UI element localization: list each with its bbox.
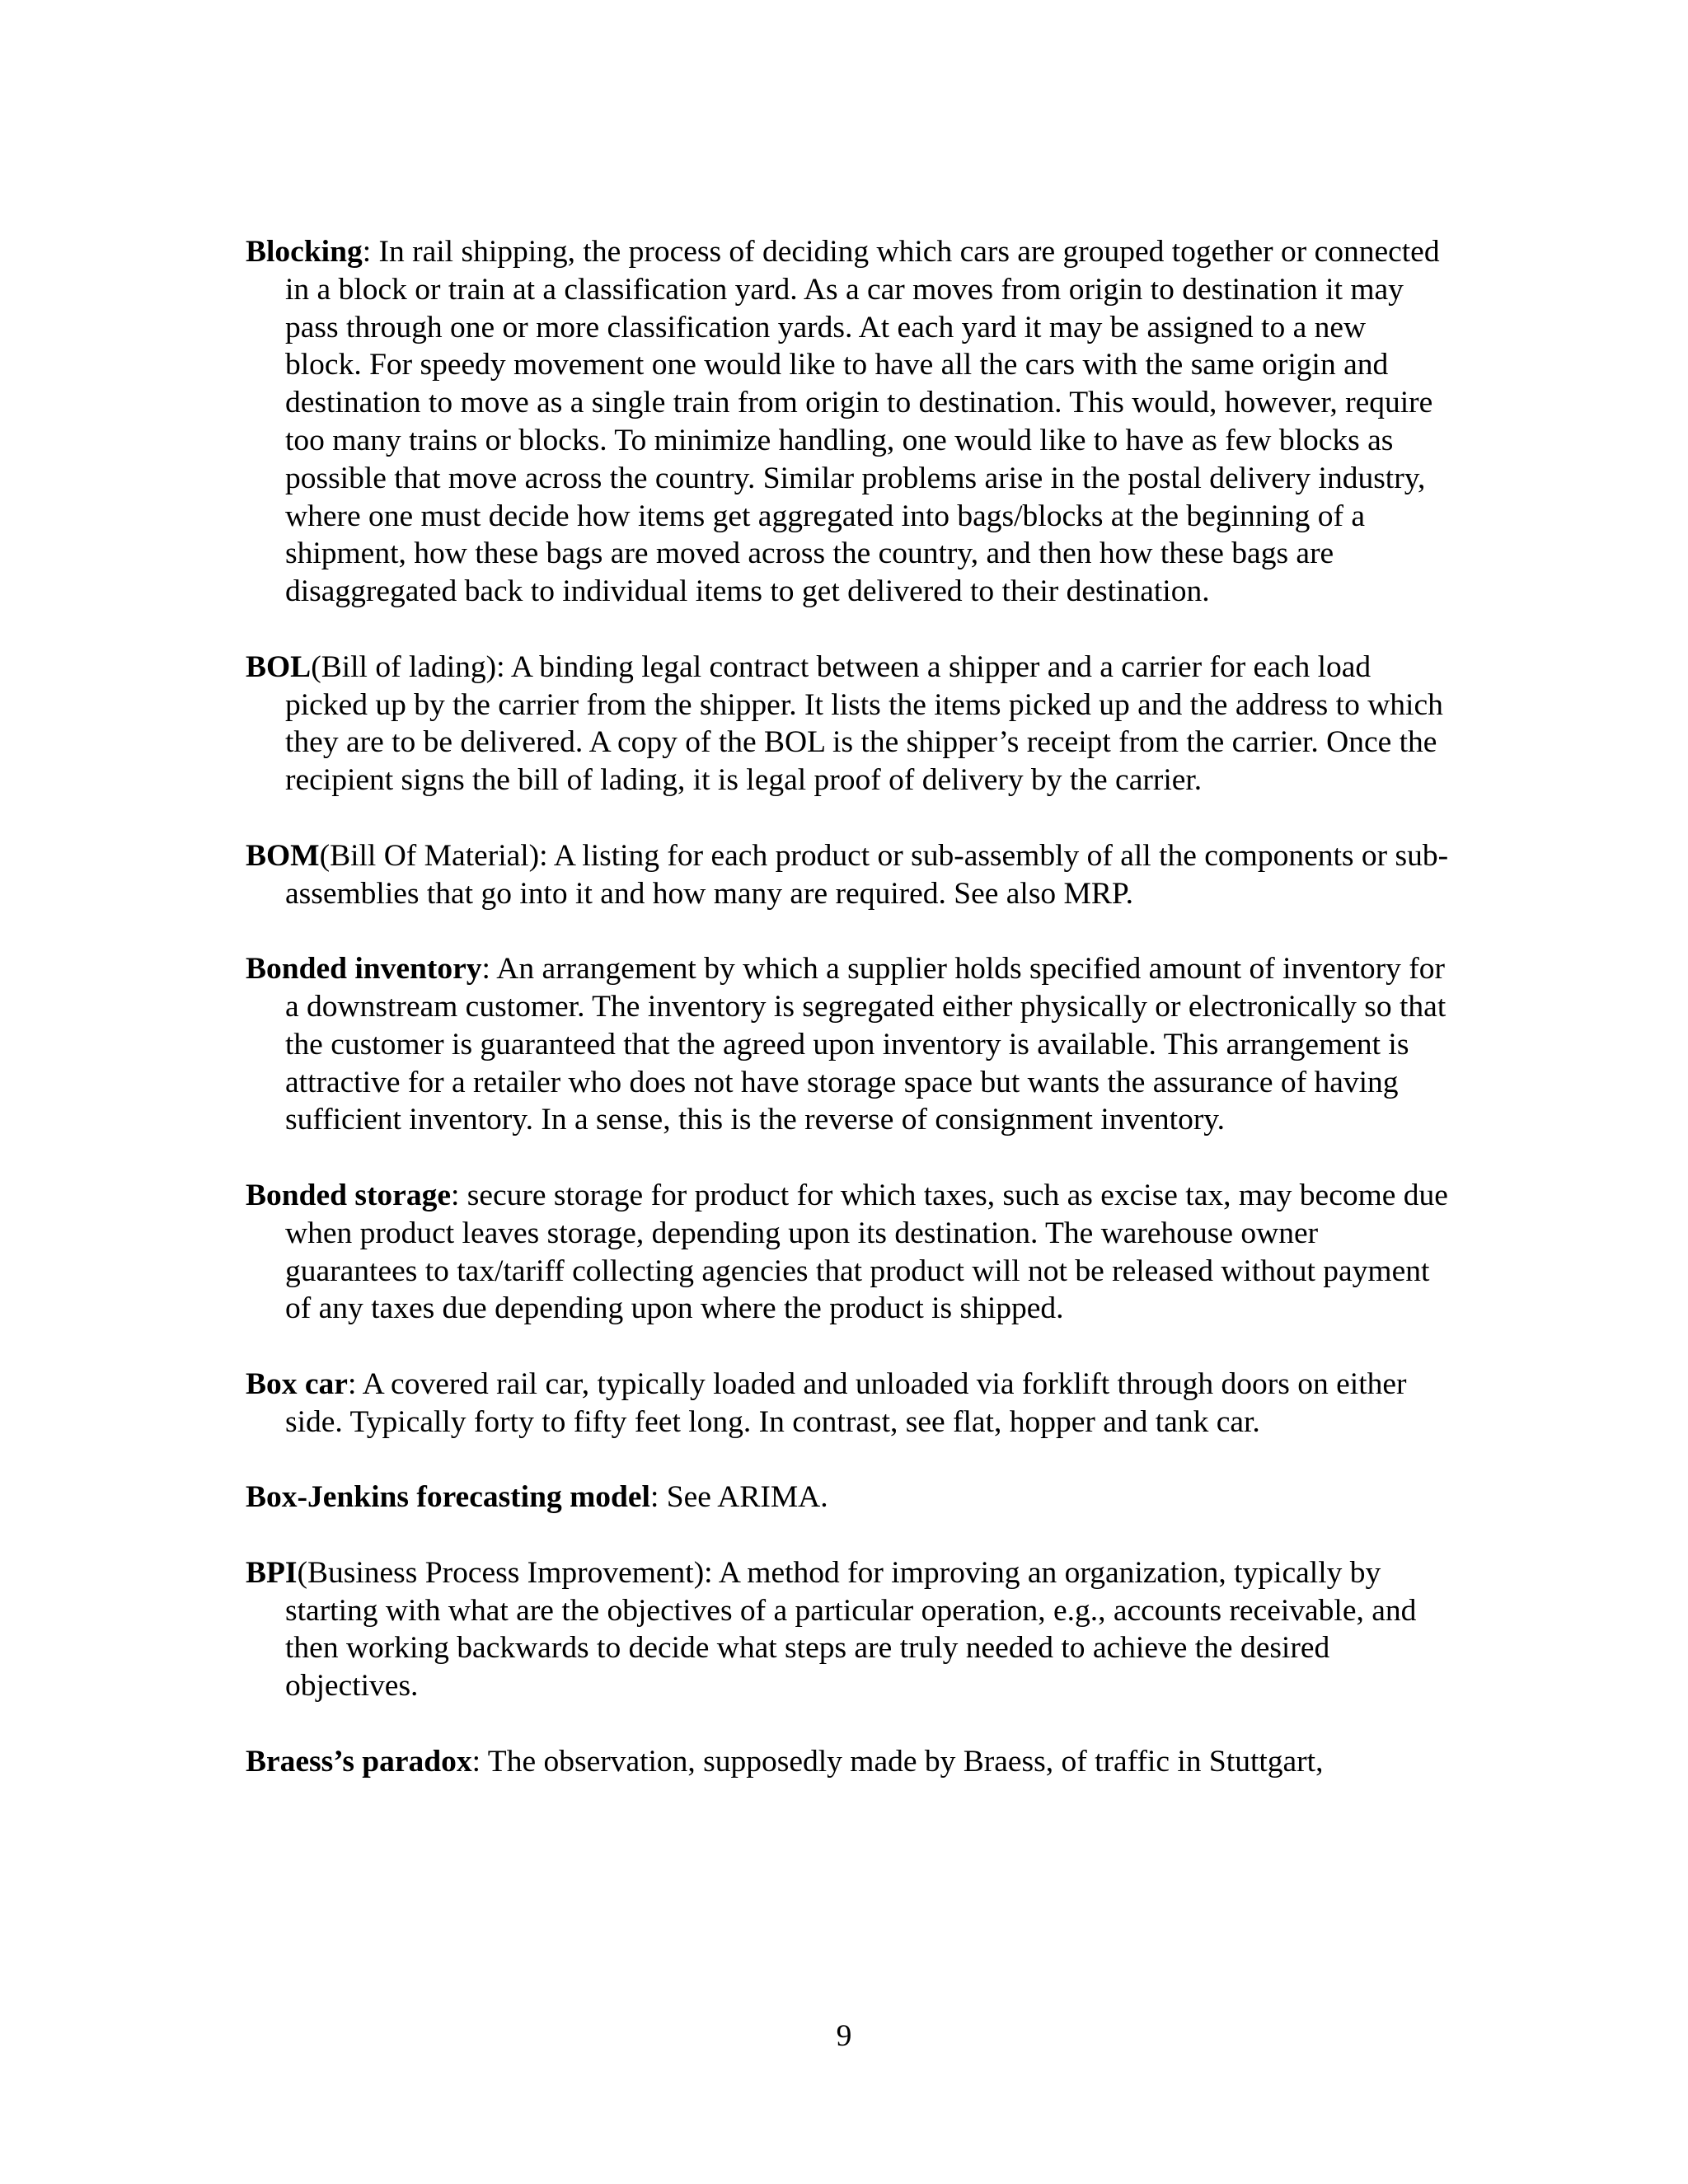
entry-term: Box car [246, 1366, 348, 1401]
entry-separator: : [450, 1178, 467, 1212]
entry-definition: secure storage for product for which taxes, such as excise tax, may become due when product leaves storage, depending upon its destination. The warehouse owner guarantees to tax/tariff collecting agencies that product will not be released without payment of any taxes due depending upon where the product is shipped. [285, 1178, 1448, 1326]
glossary-entry-bonded-storage [246, 1177, 1449, 1328]
glossary-entry-bonded-inventory [246, 950, 1449, 1139]
entry-term: Box-Jenkins forecasting model [246, 1480, 650, 1515]
entry-separator: : [347, 1366, 363, 1401]
entry-separator: : [471, 1744, 488, 1779]
entry-definition: (Bill of lading): A binding legal contract between a shipper and a carrier for each load picked up by the carrier from the shipper. It lists the items picked up and the address to which they are to be delivered. A copy of the BOL is the shipper’s receipt from the carrier. Once the recipient signs the bill of lading, it is legal proof of delivery by the carrier. [285, 649, 1443, 798]
glossary-entry-bom [246, 837, 1449, 913]
entry-definition: (Bill Of Material): A listing for each product or sub-assembly of all the components or sub-assemblies that go into it and how many are required. See also MRP. [285, 838, 1449, 911]
entry-separator: : [362, 235, 379, 269]
glossary-entry-braess-paradox [246, 1743, 1449, 1781]
entry-separator: : [649, 1480, 667, 1515]
glossary-entries [246, 233, 1449, 1818]
glossary-entry-box-car [246, 1366, 1449, 1441]
entry-term: BOM [246, 838, 320, 873]
glossary-entry-blocking [246, 233, 1449, 611]
glossary-entry-box-jenkins [246, 1479, 1449, 1516]
entry-term: Bonded inventory [246, 952, 482, 987]
entry-definition: A covered rail car, typically loaded and unloaded via forklift through doors on either side. Typically forty to fifty feet long. In contrast, see flat, hopper and tank car. [285, 1366, 1407, 1439]
entry-definition: See ARIMA. [666, 1480, 828, 1515]
entry-separator: : [481, 952, 497, 987]
entry-term: Blocking [246, 235, 363, 269]
entry-definition: The observation, supposedly made by Braess, of traffic in Stuttgart, [487, 1744, 1324, 1779]
entry-term: Braess’s paradox [246, 1744, 472, 1779]
entry-definition: An arrangement by which a supplier holds specified amount of inventory for a downstream customer. The inventory is segregated either physically or electronically so that the customer is guaranteed that the agreed upon inventory is available. This arrangement is attractive for a retailer who does not have storage space but wants the assurance of having sufficient inventory. In a sense, this is the reverse of consignment inventory. [285, 952, 1447, 1137]
page-number: 9 [836, 2019, 852, 2053]
entry-term: BPI [246, 1555, 298, 1590]
glossary-entry-bol [246, 649, 1449, 799]
glossary-entry-bpi [246, 1554, 1449, 1705]
entry-definition: In rail shipping, the process of deciding which cars are grouped together or connected in a block or train at a classification yard. As a car moves from origin to destination it may pass through one or more classification yards. At each yard it may be assigned to a new block. For speedy movement one would like to have all the cars with the same origin and destination to move as a single train from origin to destination. This would, however, require too many trains or blocks. To minimize handling, one would like to have as few blocks as possible that move across the country. Similar problems arise in the postal delivery industry, where one must decide how items get aggregated into bags/blocks at the beginning of a shipment, how these bags are moved across the country, and then how these bags are disaggregated back to individual items to get delivered to their destination. [285, 235, 1440, 609]
entry-term: BOL [246, 649, 312, 684]
entry-term: Bonded storage [246, 1178, 451, 1212]
entry-definition: (Business Process Improvement): A method for improving an organization, typically by starting with what are the objectives of a particular operation, e.g., accounts receivable, and then working backwards to decide what steps are truly needed to achieve the desired objectives. [285, 1555, 1417, 1704]
